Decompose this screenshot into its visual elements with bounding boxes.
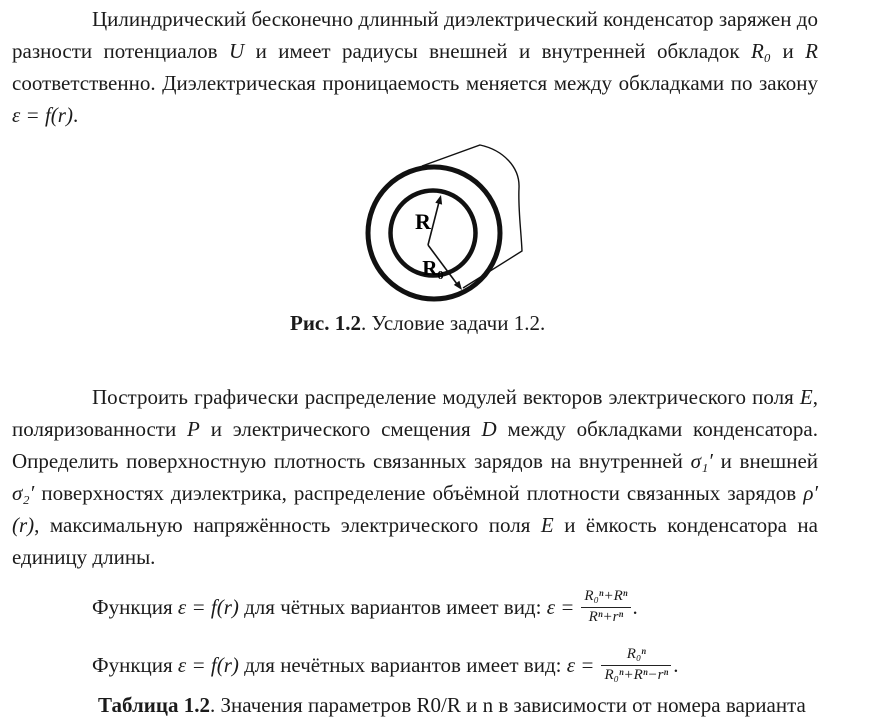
paragraph-problem-statement: Цилиндрический бесконечно длинный диэлектрический конденсатор заряжен до разности потенциалов U и имеет радиусы внешней и внутренней обкладок R₀ и R соответственно. Диэлектрическая проницаемость меняется между обкладками по закону ε = f(r). (12, 7, 818, 127)
formula-odd-text: Функция ε = f(r) для нечётных вариантов имеет вид: ε = (92, 652, 595, 677)
formula-even-denominator: Rⁿ+rⁿ (581, 607, 630, 628)
formula-odd-variants (92, 641, 818, 689)
figure-caption: Рис. 1.2. Условие задачи 1.2. (290, 311, 546, 335)
formula-odd-fraction (601, 645, 671, 685)
formula-even-period: . (632, 594, 638, 619)
formula-even-text: Функция ε = f(r) для чётных вариантов имеет вид: ε = (92, 594, 575, 619)
figure-capacitor-cross-section (12, 133, 818, 303)
formula-even-numerator: R₀ⁿ+Rⁿ (584, 588, 628, 604)
inner-radius-arrowhead-icon (435, 195, 442, 205)
capacitor-diagram (340, 133, 600, 303)
formula-odd-denominator: R₀ⁿ+Rⁿ−rⁿ (601, 665, 671, 686)
outer-radius-label: R₀ (422, 256, 444, 280)
table-caption: Таблица 1.2. Значения параметров R0/R и n в зависимости от номера варианта (98, 693, 806, 717)
formula-even-variants (92, 583, 818, 631)
formula-odd-numerator: R₀ⁿ (626, 646, 646, 662)
formula-even-fraction (581, 587, 630, 627)
inner-radius-label: R (415, 209, 431, 234)
paragraph-task: Построить графически распределение модулей векторов электрического поля E, поляризованности P и электрического смещения D между обкладками конденсатора. Определить поверхностную плотность связанных зарядов на внутренней σ₁′ и внешней σ₂′ поверхностях диэлектрика, распределение объёмной плотности связанных зарядов ρ′(r), максимальную напряжённость электрического поля E и ёмкость конденсатора на единицу длины. (12, 385, 818, 569)
formula-odd-period: . (673, 652, 679, 677)
